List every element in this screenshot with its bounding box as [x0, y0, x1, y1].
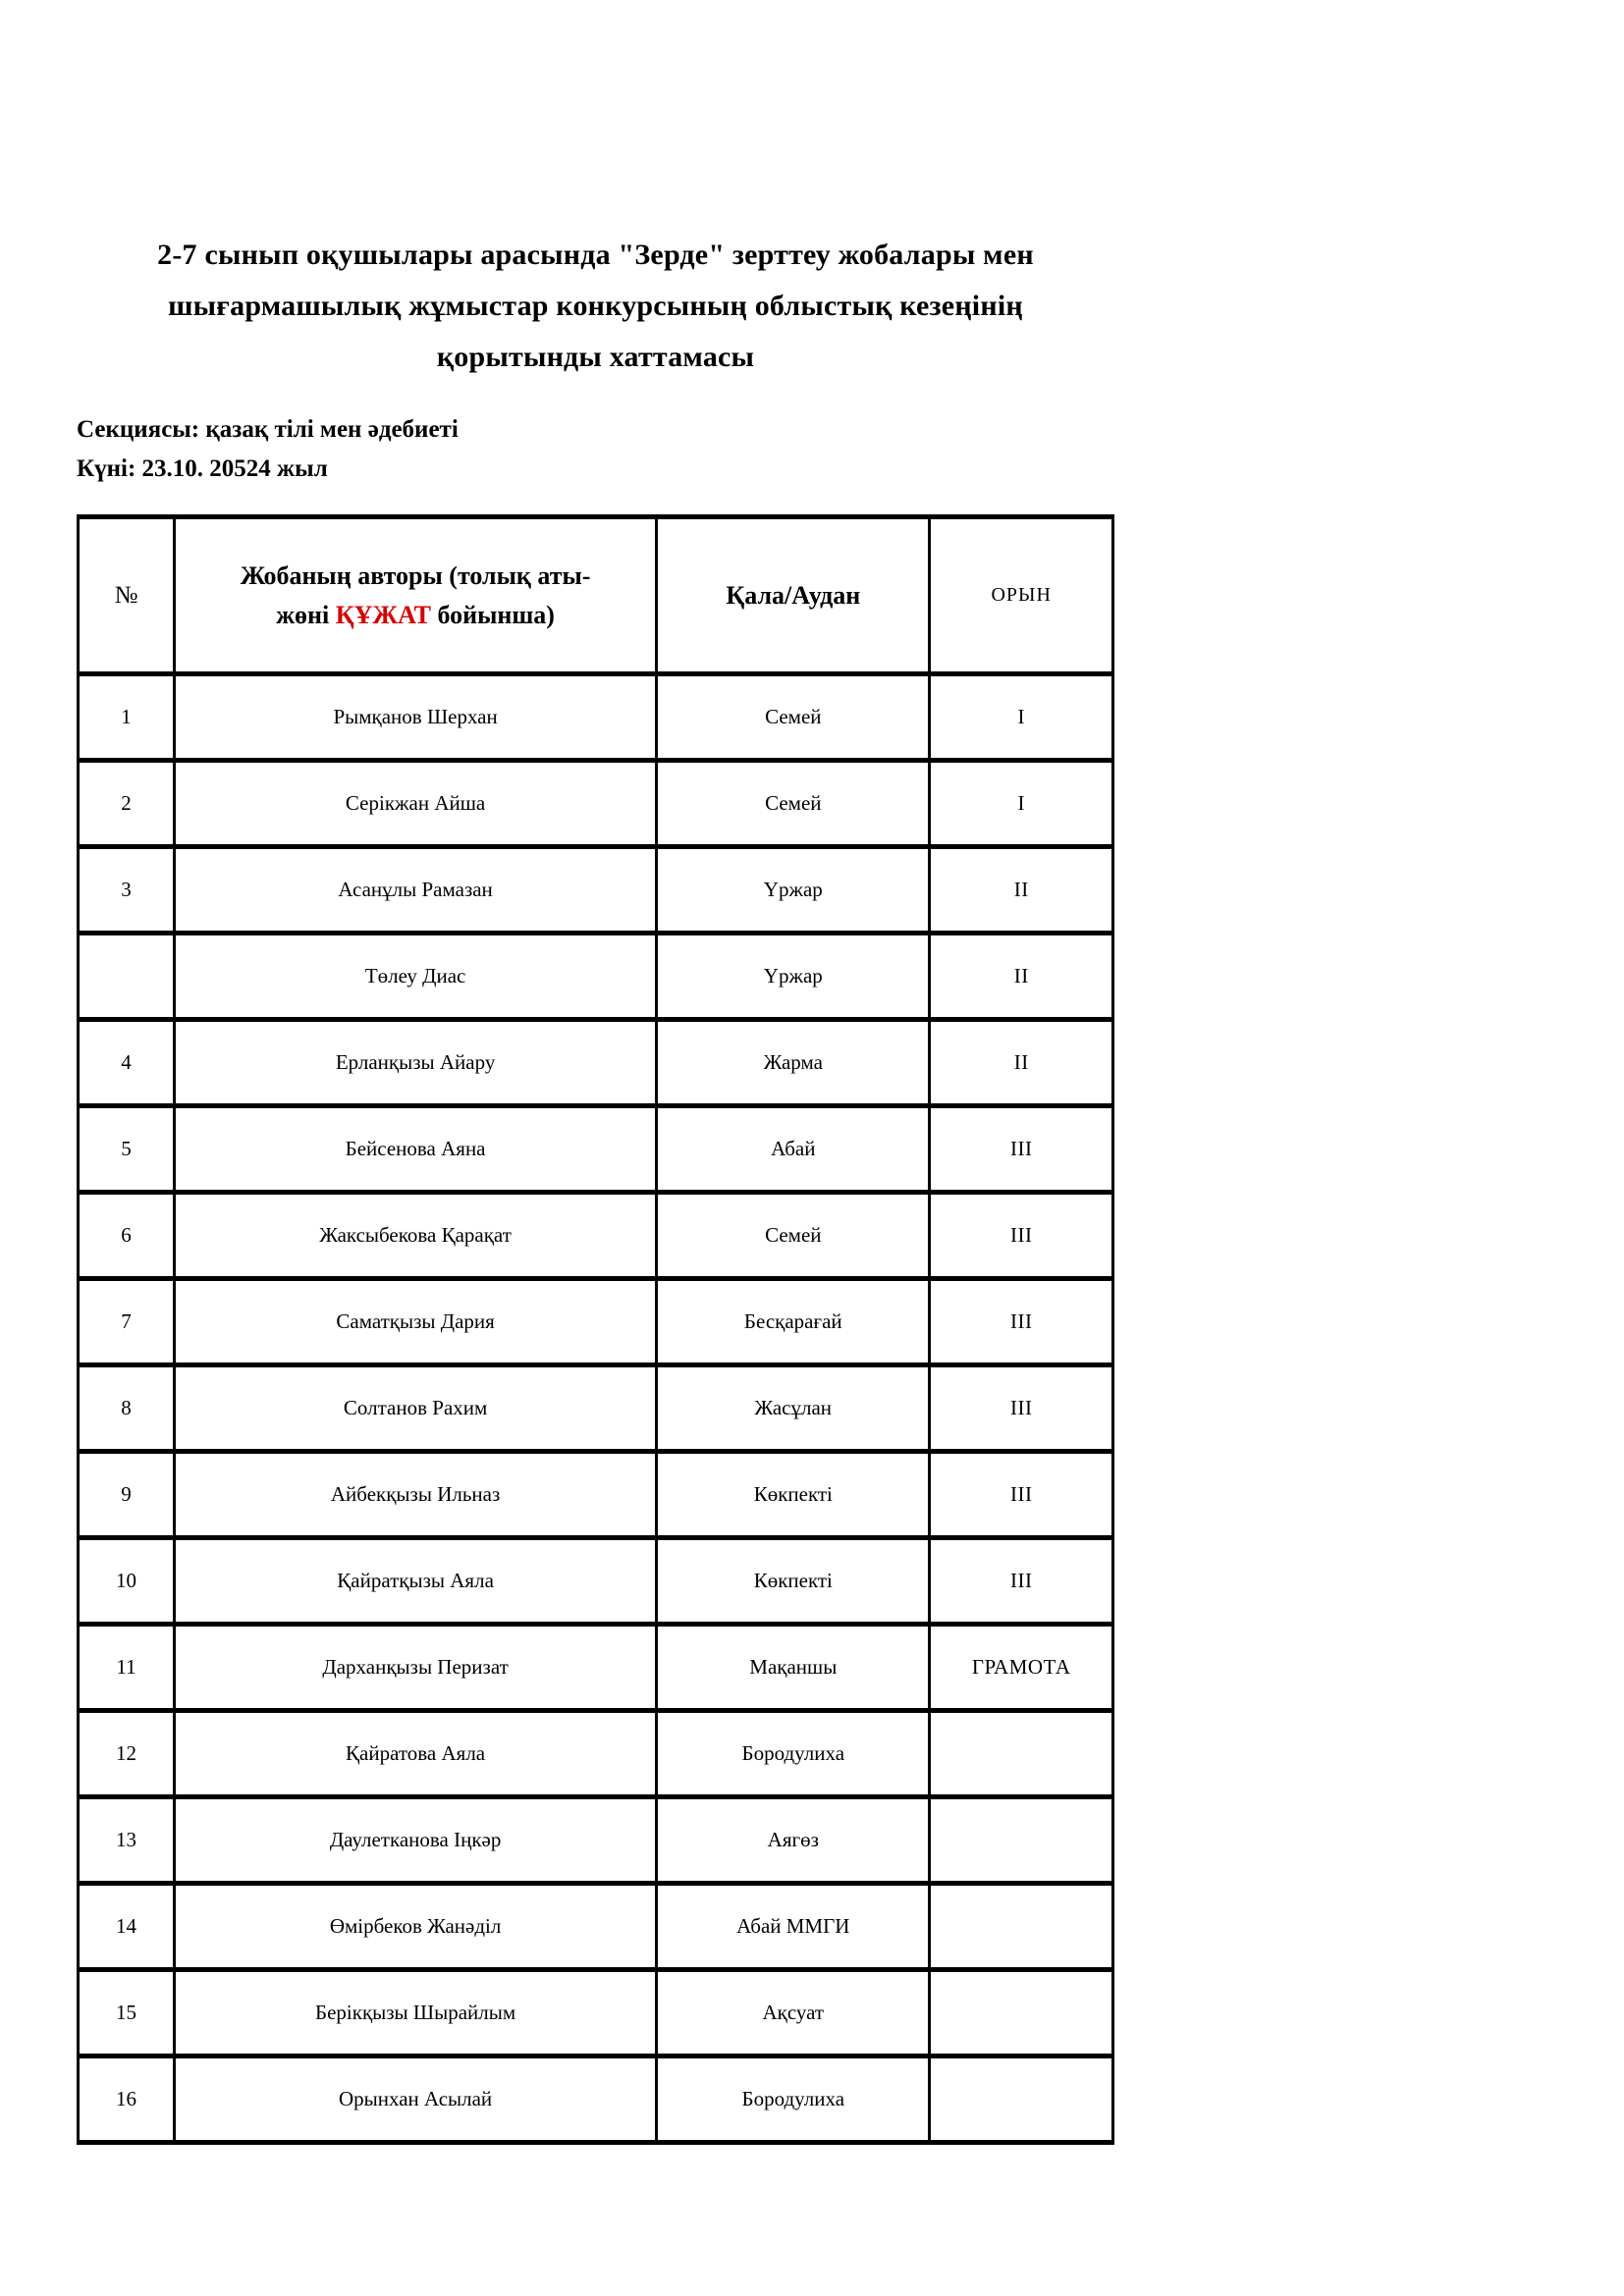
- cell-city-district: Бородулиха: [657, 2056, 930, 2143]
- kuzhat-red-text: ҚҰЖАТ: [335, 600, 431, 629]
- header-city-district: Қала/Аудан: [657, 517, 930, 674]
- cell-city-district: Ақсуат: [657, 1970, 930, 2056]
- cell-row-number: 10: [79, 1538, 175, 1625]
- header-number: №: [79, 517, 175, 674]
- cell-place: [930, 1970, 1113, 2056]
- cell-city-district: Бесқарағай: [657, 1279, 930, 1365]
- page-title: [77, 230, 1114, 383]
- cell-place: III: [930, 1106, 1113, 1193]
- cell-place: II: [930, 934, 1113, 1020]
- header-author-line2-suffix: бойынша): [430, 600, 555, 629]
- header-author-line2-prefix: жөні: [276, 600, 336, 629]
- cell-author-name: Серікжан Айша: [175, 761, 657, 847]
- cell-city-district: Семей: [657, 1193, 930, 1279]
- header-author: [175, 517, 657, 674]
- cell-city-district: Жасұлан: [657, 1365, 930, 1452]
- cell-place: ГРАМОТА: [930, 1625, 1113, 1711]
- cell-author-name: Саматқызы Дария: [175, 1279, 657, 1365]
- table-row: [79, 1970, 1113, 2056]
- cell-city-district: Үржар: [657, 847, 930, 934]
- page-title-line-1: 2-7 сынып оқушылары арасында "Зерде" зерттеу жобалары мен: [157, 239, 1034, 271]
- table-header-row: [79, 517, 1113, 674]
- cell-row-number: 14: [79, 1884, 175, 1970]
- table-row: [79, 847, 1113, 934]
- cell-city-district: Аягөз: [657, 1797, 930, 1884]
- cell-author-name: Қайратқызы Аяла: [175, 1538, 657, 1625]
- header-author-line1: Жобаның авторы (толық аты-: [240, 561, 591, 590]
- cell-place: [930, 2056, 1113, 2143]
- cell-author-name: Қайратова Аяла: [175, 1711, 657, 1797]
- cell-row-number: 8: [79, 1365, 175, 1452]
- cell-place: III: [930, 1452, 1113, 1538]
- cell-place: II: [930, 847, 1113, 934]
- results-table-head: [79, 517, 1113, 674]
- cell-city-district: Абай: [657, 1106, 930, 1193]
- cell-place: [930, 1884, 1113, 1970]
- cell-place: III: [930, 1365, 1113, 1452]
- cell-place: I: [930, 674, 1113, 761]
- cell-row-number: [79, 934, 175, 1020]
- table-row: [79, 1538, 1113, 1625]
- cell-author-name: Жаксыбекова Қарақат: [175, 1193, 657, 1279]
- cell-city-district: Семей: [657, 674, 930, 761]
- cell-row-number: 15: [79, 1970, 175, 2056]
- cell-row-number: 5: [79, 1106, 175, 1193]
- cell-city-district: Абай ММГИ: [657, 1884, 930, 1970]
- table-row: [79, 761, 1113, 847]
- cell-row-number: 1: [79, 674, 175, 761]
- cell-city-district: Семей: [657, 761, 930, 847]
- cell-city-district: Көкпекті: [657, 1452, 930, 1538]
- cell-city-district: Жарма: [657, 1020, 930, 1106]
- cell-author-name: Айбекқызы Ильназ: [175, 1452, 657, 1538]
- cell-place: III: [930, 1193, 1113, 1279]
- cell-row-number: 3: [79, 847, 175, 934]
- cell-author-name: Берікқызы Шырайлым: [175, 1970, 657, 2056]
- table-row: [79, 934, 1113, 1020]
- cell-row-number: 7: [79, 1279, 175, 1365]
- cell-author-name: Орынхан Асылай: [175, 2056, 657, 2143]
- cell-author-name: Төлеу Диас: [175, 934, 657, 1020]
- cell-place: I: [930, 761, 1113, 847]
- cell-author-name: Дарханқызы Перизат: [175, 1625, 657, 1711]
- cell-place: III: [930, 1538, 1113, 1625]
- results-table-body: [79, 674, 1113, 2143]
- date-line: Күні: 23.10. 20524 жыл: [77, 455, 328, 482]
- cell-place: [930, 1797, 1113, 1884]
- page-title-line-2: шығармашылық жұмыстар конкурсының облыстық кезеңінің: [168, 290, 1023, 322]
- cell-author-name: Бейсенова Аяна: [175, 1106, 657, 1193]
- meta-block: [77, 410, 1114, 489]
- page-title-line-3: қорытынды хаттамасы: [436, 341, 755, 373]
- table-row: [79, 1193, 1113, 1279]
- section-line: Секциясы: қазақ тілі мен әдебиеті: [77, 416, 459, 443]
- table-row: [79, 1020, 1113, 1106]
- cell-city-district: Үржар: [657, 934, 930, 1020]
- table-row: [79, 1106, 1113, 1193]
- cell-author-name: Солтанов Рахим: [175, 1365, 657, 1452]
- cell-row-number: 9: [79, 1452, 175, 1538]
- cell-row-number: 6: [79, 1193, 175, 1279]
- cell-author-name: Ерланқызы Айару: [175, 1020, 657, 1106]
- cell-place: III: [930, 1279, 1113, 1365]
- cell-place: II: [930, 1020, 1113, 1106]
- document-content: [77, 0, 1114, 2145]
- cell-city-district: Мақаншы: [657, 1625, 930, 1711]
- cell-place: [930, 1711, 1113, 1797]
- table-row: [79, 1884, 1113, 1970]
- cell-row-number: 12: [79, 1711, 175, 1797]
- table-row: [79, 1711, 1113, 1797]
- cell-row-number: 13: [79, 1797, 175, 1884]
- table-row: [79, 2056, 1113, 2143]
- cell-author-name: Асанұлы Рамазан: [175, 847, 657, 934]
- results-table: [77, 514, 1114, 2145]
- cell-row-number: 4: [79, 1020, 175, 1106]
- cell-author-name: Рымқанов Шерхан: [175, 674, 657, 761]
- cell-author-name: Өмірбеков Жанәділ: [175, 1884, 657, 1970]
- table-row: [79, 1452, 1113, 1538]
- cell-city-district: Көкпекті: [657, 1538, 930, 1625]
- table-row: [79, 1279, 1113, 1365]
- table-row: [79, 1365, 1113, 1452]
- table-row: [79, 1797, 1113, 1884]
- cell-row-number: 11: [79, 1625, 175, 1711]
- header-author-line2: [182, 596, 649, 635]
- cell-row-number: 2: [79, 761, 175, 847]
- table-row: [79, 674, 1113, 761]
- header-place: ОРЫН: [930, 517, 1113, 674]
- table-row: [79, 1625, 1113, 1711]
- cell-city-district: Бородулиха: [657, 1711, 930, 1797]
- cell-row-number: 16: [79, 2056, 175, 2143]
- cell-author-name: Даулетканова Іңкәр: [175, 1797, 657, 1884]
